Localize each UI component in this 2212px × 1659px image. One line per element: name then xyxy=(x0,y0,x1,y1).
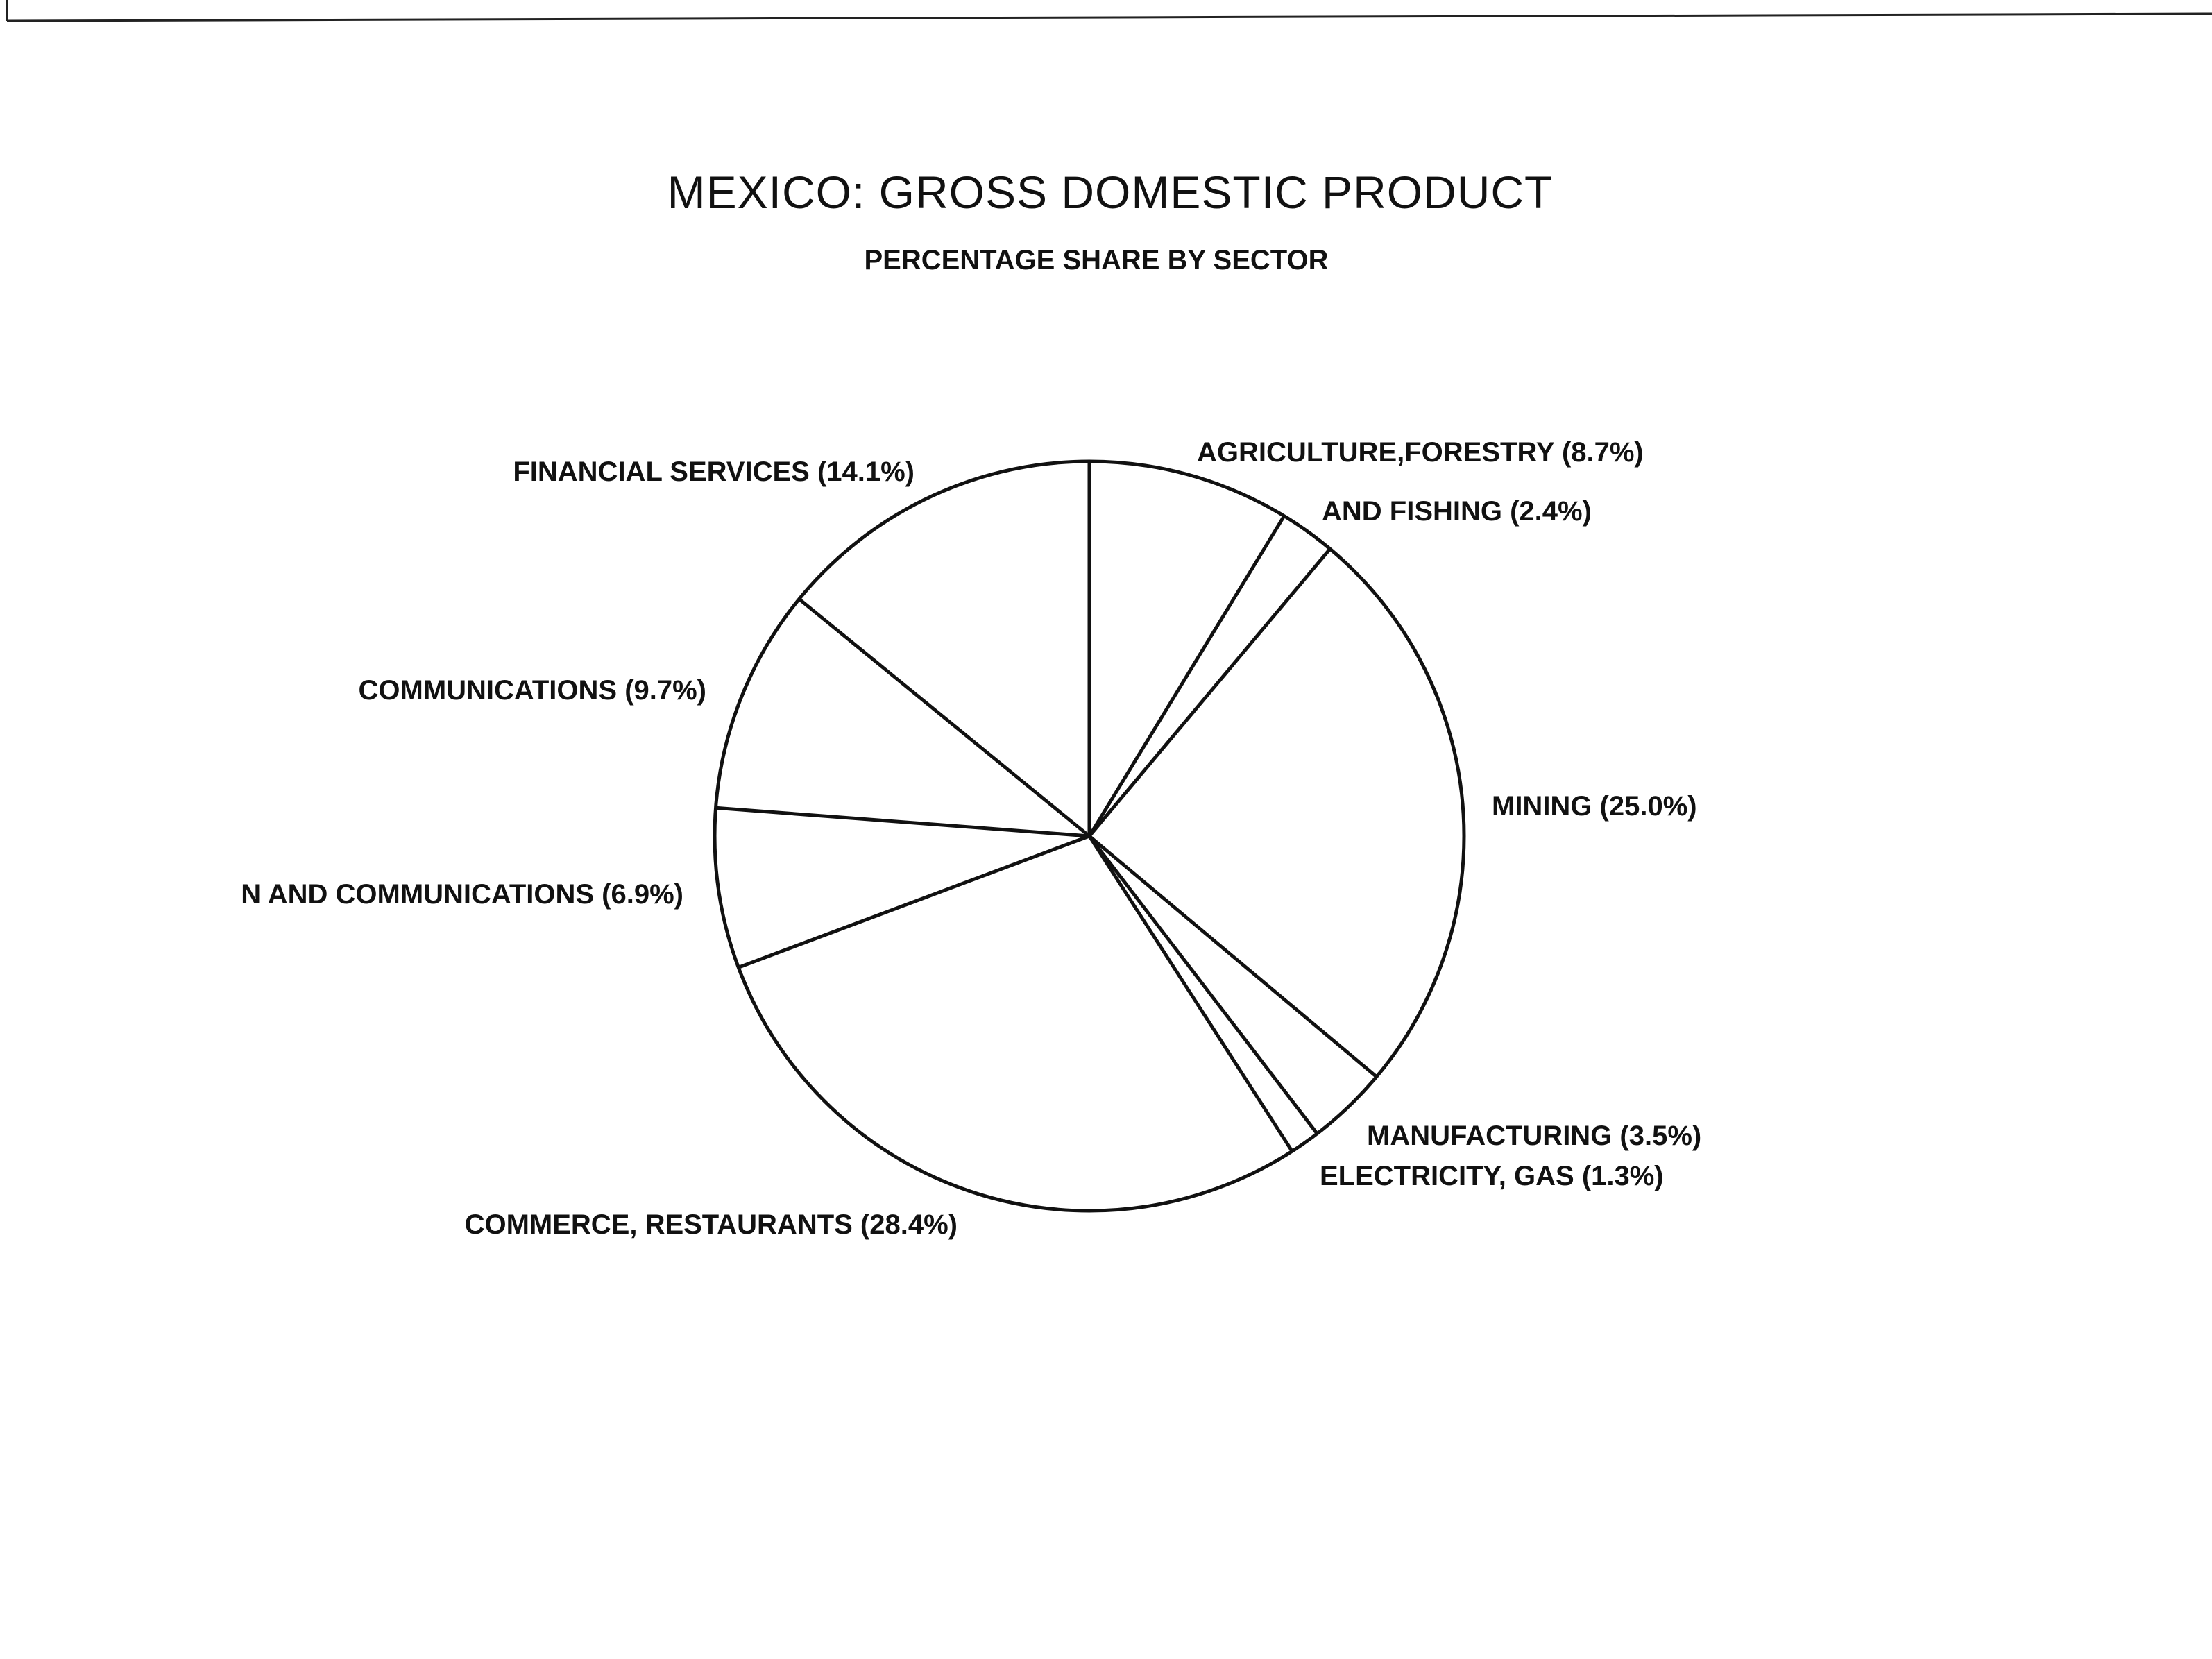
slice-3 xyxy=(1089,549,1464,1077)
slice-9-boundary xyxy=(799,599,1089,836)
slice-6-boundary xyxy=(1089,836,1292,1151)
slice-2-label: AND FISHING (2.4%) xyxy=(1322,496,1592,527)
slice-4 xyxy=(1089,836,1377,1134)
slice-4-label: MANUFACTURING (3.5%) xyxy=(1367,1121,1702,1151)
slice-9 xyxy=(799,461,1089,836)
pie xyxy=(715,461,1464,1211)
slice-8-label: COMMUNICATIONS (9.7%) xyxy=(358,675,706,706)
scan-edge-mark xyxy=(7,14,2212,21)
slice-2-boundary xyxy=(1089,516,1284,836)
slice-2 xyxy=(1089,516,1330,836)
slice-7-boundary xyxy=(738,836,1089,967)
slice-8-boundary xyxy=(716,808,1090,836)
slice-1 xyxy=(1089,461,1284,836)
chart-title: MEXICO: GROSS DOMESTIC PRODUCT xyxy=(667,167,1554,218)
slice-3-boundary xyxy=(1089,549,1330,836)
slice-6-label: COMMERCE, RESTAURANTS (28.4%) xyxy=(464,1209,958,1240)
slice-3-label: MINING (25.0%) xyxy=(1492,791,1697,822)
slice-9-label: FINANCIAL SERVICES (14.1%) xyxy=(513,457,914,487)
chart-subtitle: PERCENTAGE SHARE BY SECTOR xyxy=(864,245,1329,275)
pie-labels xyxy=(241,437,1701,1240)
slice-7-label: N AND COMMUNICATIONS (6.9%) xyxy=(241,879,683,910)
slice-5-label: ELECTRICITY, GAS (1.3%) xyxy=(1320,1161,1664,1191)
slice-1-label: AGRICULTURE,FORESTRY (8.7%) xyxy=(1197,437,1644,468)
slice-5-boundary xyxy=(1089,836,1317,1134)
slice-4-boundary xyxy=(1089,836,1377,1077)
